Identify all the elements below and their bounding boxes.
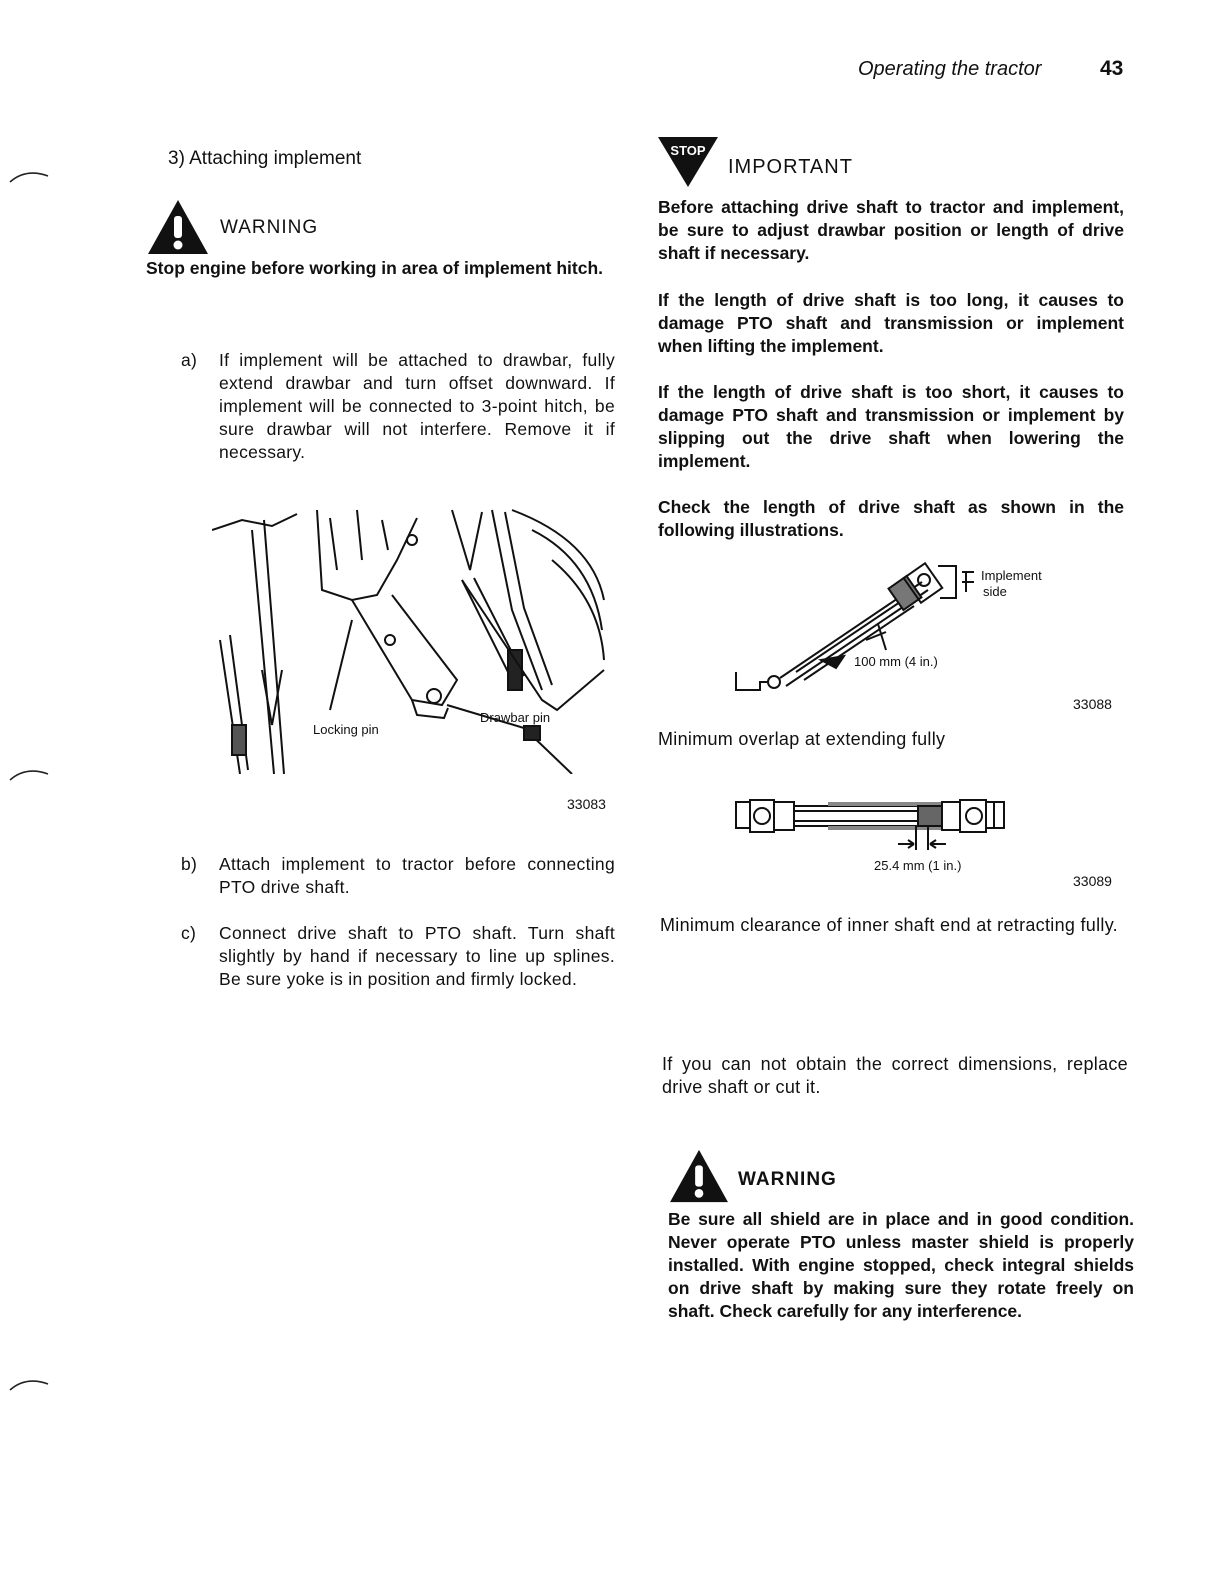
section-title: 3) Attaching implement [168, 148, 362, 169]
clearance-dimension-label: 25.4 mm (1 in.) [874, 858, 962, 873]
instruction-item [181, 853, 615, 899]
stop-icon-text: STOP [670, 143, 706, 158]
item-text: If implement will be attached to drawbar, fully extend drawbar and turn offset downward. If implement will be connected to 3-point hitch, be sure drawbar will not interfere. Remove it if necessary. [219, 350, 615, 462]
overlap-dimension-label: 100 mm (4 in.) [854, 654, 938, 669]
stop-icon [656, 135, 720, 189]
instruction-item [181, 349, 615, 464]
figure-number: 33083 [567, 796, 606, 812]
binding-mark [8, 166, 54, 186]
warning-triangle-icon [668, 1148, 730, 1204]
implement-label: Implement [981, 568, 1042, 583]
item-letter: c) [181, 923, 197, 943]
warning-text: Be sure all shield are in place and in good condition. Never operate PTO unless master shield is properly installed. With engine stopped, check integral shields on drive shaft by making sure they rotate freely on shaft. Check carefully for any interference. [668, 1209, 1134, 1321]
warning-triangle-icon [146, 198, 210, 256]
warning-label: WARNING [220, 217, 319, 238]
retracted-shaft-illustration [728, 792, 1028, 882]
running-header-title: Operating the tractor [858, 58, 1042, 80]
instruction-item [181, 922, 615, 991]
drawbar-pin-label: Drawbar pin [480, 710, 551, 725]
important-text: If the length of drive shaft is too long, it causes to damage PTO shaft and transmission or implement when lifting the implement. [658, 290, 1124, 356]
important-text: Before attaching drive shaft to tractor and implement, be sure to adjust drawbar position or length of drive shaft if necessary. [658, 197, 1124, 263]
binding-mark [8, 1374, 54, 1394]
item-letter: b) [181, 854, 198, 874]
figure-caption: Minimum overlap at extending fully [658, 729, 946, 749]
item-text: Attach implement to tractor before connecting PTO drive shaft. [219, 854, 615, 897]
important-text: Check the length of drive shaft as shown in the following illustrations. [658, 497, 1124, 540]
important-label: IMPORTANT [728, 156, 853, 178]
item-letter: a) [181, 350, 198, 370]
important-text: If the length of drive shaft is too short, it causes to damage PTO shaft and transmission or implement by slipping out the drive shaft when lowering the implement. [658, 382, 1124, 471]
item-text: Connect drive shaft to PTO shaft. Turn shaft slightly by hand if necessary to line up splines. Be sure yoke is in position and firmly locked. [219, 923, 615, 989]
page-number: 43 [1100, 57, 1124, 80]
dimensions-note: If you can not obtain the correct dimensions, replace drive shaft or cut it. [662, 1054, 1128, 1097]
figure-caption: Minimum clearance of inner shaft end at retracting fully. [660, 915, 1118, 935]
binding-mark [8, 764, 54, 784]
drawbar-illustration [212, 500, 612, 774]
figure-number: 33088 [1073, 696, 1112, 712]
figure-number: 33089 [1073, 873, 1112, 889]
implement-label: side [983, 584, 1007, 599]
warning-label: WARNING [738, 1169, 837, 1190]
extended-shaft-illustration [726, 560, 1066, 700]
locking-pin-label: Locking pin [313, 722, 379, 737]
warning-text: Stop engine before working in area of implement hitch. [146, 258, 603, 278]
